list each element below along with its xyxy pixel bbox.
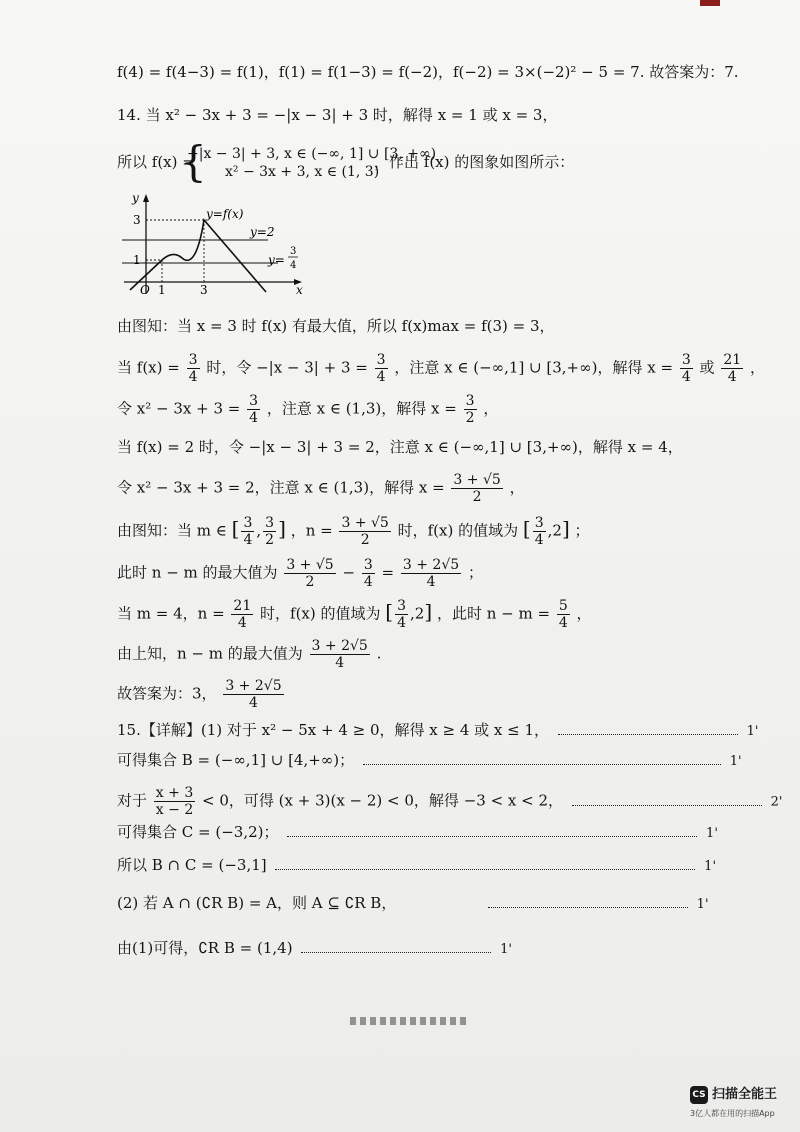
line-q15-1: [117, 720, 759, 742]
graph-axis-y-label: y: [132, 192, 139, 205]
frac-num: 5: [558, 598, 568, 614]
frac-den: x − 2: [155, 802, 194, 818]
frac-num: 3: [397, 598, 407, 614]
corner-mark: [700, 0, 720, 6]
text-l19: (2) 若 A ∩ (∁R B) = A，则 A ⊆ ∁R B，: [117, 894, 397, 912]
line-q15-2: [117, 750, 742, 772]
frac-num: 3 + 2√5: [402, 557, 460, 573]
frac-den: 2: [305, 574, 315, 590]
text-l15: 可得集合 B = (−∞,1] ∪ [4,+∞)；: [117, 751, 355, 769]
bracket-close: ]: [278, 516, 286, 541]
text-l16b: < 0，可得 (x + 3)(x − 2) < 0，解得 −3 < x < 2，: [202, 791, 564, 810]
frac-b: [362, 557, 375, 590]
frac-den: 4: [558, 615, 568, 631]
bracket-open: [: [231, 516, 240, 541]
score-mark: 1': [696, 897, 709, 912]
line-q15-3: [117, 785, 782, 818]
frac-num: 3: [265, 515, 275, 531]
frac-den: 4: [376, 369, 386, 385]
text-l12a: 由上知，n − m 的最大值为: [117, 644, 303, 663]
frac-den: 2: [360, 532, 370, 548]
text-l6a: 令 x² − 3x + 3 =: [117, 399, 241, 418]
text-l18: 所以 B ∩ C = (−3,1]: [117, 856, 267, 874]
frac-final: [310, 638, 370, 671]
text-piecewise-prefix: 所以 f(x) =: [117, 153, 195, 171]
text-l7: 当 f(x) = 2 时，令 −|x − 3| + 3 = 2，注意 x ∈ (−∞,1] ∪ [3,+∞)，解得 x = 4，: [117, 438, 683, 456]
frac-num: 3: [188, 352, 198, 368]
frac-rational: [154, 785, 195, 818]
text-l5e: ，: [749, 358, 765, 377]
frac-den: 4: [249, 410, 259, 426]
piecewise-case-1: −|x − 3| + 3, x ∈ (−∞, 1] ∪ [3, +∞): [187, 146, 437, 162]
frac-3-4-a: [187, 352, 200, 385]
text-l9c: 时，f(x) 的值域为: [397, 521, 519, 540]
score-mark: 2': [770, 794, 783, 810]
line-q15-6: [117, 893, 709, 915]
frac-num: 3: [376, 352, 386, 368]
fx-curve: [130, 220, 266, 292]
frac-den: 2: [265, 532, 275, 548]
frac-num: 3: [243, 515, 253, 531]
frac-num: 3: [363, 557, 373, 573]
frac-c: [401, 557, 461, 590]
line-fx-2: [117, 437, 683, 457]
text-l10c: =: [381, 563, 395, 582]
frac-den: 2: [465, 410, 475, 426]
score-mark: 1': [746, 724, 759, 739]
line-quad-2: [117, 472, 525, 505]
frac-5-4: [557, 598, 570, 631]
text-f4: f(4) = f(4−3) = f(1)，f(1) = f(1−3) = f(−2)，f(−2) = 3×(−2)² − 5 = 7. 故答案为：7.: [117, 63, 739, 81]
line-f4-result: [117, 62, 739, 82]
frac-den: 2: [472, 489, 482, 505]
bracket-close: ]: [561, 516, 570, 541]
frac-num: 3: [249, 393, 259, 409]
text-l6c: ，: [483, 399, 499, 418]
frac-m-high: [263, 515, 276, 548]
line-q14-intro: [117, 105, 557, 125]
frac-num: 3 + 2√5: [225, 678, 282, 694]
frac-21-4: [721, 352, 743, 385]
graph-origin-label: O: [140, 283, 150, 297]
frac-num: 3: [534, 515, 544, 531]
frac-answer: [223, 678, 283, 711]
function-graph: [118, 192, 308, 297]
frac-num: 3 + √5: [453, 472, 501, 488]
frac-3-4-b: [375, 352, 388, 385]
text-l11c: ，此时 n − m =: [436, 604, 551, 623]
frac-3-2: [464, 393, 477, 426]
graph-tick-y1: 1: [133, 253, 141, 267]
frac-num: 21: [233, 598, 252, 614]
text-l5d: 或: [699, 358, 715, 377]
text-l14: 15.【详解】(1) 对于 x² − 5x + 4 ≥ 0，解得 x ≥ 4 或 x ≤ 1，: [117, 721, 550, 739]
graph-tick-x1: 1: [158, 283, 166, 297]
score-mark: 1': [706, 826, 718, 841]
line-max-value: [117, 316, 555, 336]
dot-leader: [572, 801, 762, 806]
text-l9d: ；: [574, 521, 590, 540]
frac-den: 4: [534, 532, 544, 548]
y-axis-arrow: [143, 194, 149, 202]
piecewise-brace: {: [180, 137, 207, 186]
camscanner-logo-icon: CS: [690, 1086, 708, 1104]
watermark-name: 扫描全能王: [712, 1087, 778, 1102]
graph-label-fx: y=f(x): [206, 207, 244, 221]
frac-den: 4: [363, 574, 373, 590]
text-l12b: .: [376, 644, 382, 663]
line-m4: 当 m = 4，n = $\frac{21}{4}$ 时，f(x) 的值域为 [ $\frac{3}{4}$ ,2] ，此时 n − m = $\frac{5}{4}$ ，: [117, 598, 592, 631]
bracket-close: ]: [424, 599, 433, 624]
dot-leader: [363, 760, 721, 765]
frac-den: 4: [335, 655, 345, 671]
text-l20: 由(1)可得，∁R B = (1,4): [117, 939, 293, 957]
line-nm-max-1: [117, 557, 483, 590]
frac-3-root5-2: [451, 472, 502, 505]
line-fx-34: [117, 352, 765, 385]
text-piecewise-suffix: ，作出 f(x) 的图象如图所示：: [374, 153, 575, 171]
text-l11b: 时，f(x) 的值域为: [260, 604, 381, 623]
frac-a: [284, 557, 335, 590]
frac-range-low: [533, 515, 546, 548]
text-l16a: 对于: [117, 791, 148, 810]
frac-num: 3: [465, 393, 475, 409]
frac-m-low: [241, 515, 254, 548]
graph-axis-x-label: x: [296, 283, 303, 297]
frac-den: 4: [243, 532, 253, 548]
line-q15-4: [117, 822, 718, 844]
frac-num: 3 + 2√5: [311, 638, 368, 654]
graph-label-y34-num: 3: [290, 246, 297, 257]
dot-leader: [275, 865, 695, 870]
dot-leader: [287, 832, 697, 837]
line-q15-5: [117, 855, 716, 877]
frac-range-low-b: [395, 598, 408, 631]
text-l5a: 当 f(x) =: [117, 358, 180, 377]
frac-3-4-d: [247, 393, 260, 426]
text-l17: 可得集合 C = (−3,2)；: [117, 823, 279, 841]
line-nm-max-2: [117, 638, 381, 671]
frac-den: 4: [397, 615, 407, 631]
dot-leader: [558, 730, 738, 735]
line-answer-14: [117, 678, 286, 711]
score-mark: 1': [729, 754, 742, 769]
frac-num: 3 + √5: [286, 557, 334, 573]
bracket-open: [: [385, 599, 394, 624]
frac-den: 4: [188, 369, 198, 385]
frac-den: 4: [426, 574, 436, 590]
frac-num: x + 3: [155, 785, 194, 801]
frac-den: 4: [727, 369, 737, 385]
text-l8a: 令 x² − 3x + 3 = 2，注意 x ∈ (1,3)，解得 x =: [117, 478, 445, 497]
text-l9b: ，n =: [290, 521, 333, 540]
bracket-open: [: [522, 516, 531, 541]
dot-leader: [301, 948, 491, 953]
watermark-subtitle: 3亿人都在用的扫描App: [690, 1109, 775, 1118]
frac-den: 4: [249, 695, 258, 711]
score-mark: 1': [500, 942, 512, 957]
graph-label-y2: y=2: [250, 225, 275, 239]
frac-den: 4: [681, 369, 691, 385]
frac-num: 3: [681, 352, 691, 368]
graph-tick-y3: 3: [133, 213, 141, 227]
faded-footer: [350, 1017, 470, 1025]
text-max-value: 由图知：当 x = 3 时 f(x) 有最大值，所以 f(x)max = f(3) = 3，: [117, 317, 555, 335]
frac-num: 3 + √5: [341, 515, 389, 531]
line-quad-34: [117, 393, 498, 426]
text-l11d: ，: [576, 604, 592, 623]
graph-tick-x3: 3: [200, 283, 208, 297]
line-range-m: 由图知：当 m ∈ [ $\frac{3}{4}$ , $\frac{3}{2}$ ] ，n = $\frac{3 + √5}{2}$ 时，f(x) 的值域为 [ $\frac{3}{4}$ ,2] ；: [117, 515, 590, 548]
graph-label-y34-den: 4: [290, 260, 297, 271]
frac-num: 21: [723, 352, 742, 368]
text-l10b: −: [342, 563, 356, 582]
text-l10d: ；: [467, 563, 483, 582]
frac-21-4-b: [231, 598, 253, 631]
text-l10a: 此时 n − m 的最大值为: [117, 563, 278, 582]
text-l13a: 故答案为：3，: [117, 684, 217, 703]
text-l9a: 由图知：当 m ∈: [117, 521, 227, 540]
frac-n: [339, 515, 390, 548]
graph-label-y34: y=: [268, 253, 285, 267]
text-l5b: 时，令 −|x − 3| + 3 =: [206, 358, 368, 377]
score-mark: 1': [704, 859, 717, 874]
line-piecewise-suffix: [374, 152, 574, 172]
frac-den: 4: [237, 615, 247, 631]
piecewise-case-2: x² − 3x + 3, x ∈ (1, 3): [225, 164, 380, 180]
text-l6b: ，注意 x ∈ (1,3)，解得 x =: [266, 399, 457, 418]
text-q14: 14. 当 x² − 3x + 3 = −|x − 3| + 3 时，解得 x = 1 或 x = 3，: [117, 106, 558, 124]
text-l11a: 当 m = 4，n =: [117, 604, 225, 623]
dot-leader: [488, 903, 688, 908]
text-l8b: ，: [509, 478, 525, 497]
line-q15-7: [117, 938, 512, 960]
frac-3-4-c: [680, 352, 693, 385]
text-l5c: ，注意 x ∈ (−∞,1] ∪ [3,+∞)，解得 x =: [394, 358, 674, 377]
